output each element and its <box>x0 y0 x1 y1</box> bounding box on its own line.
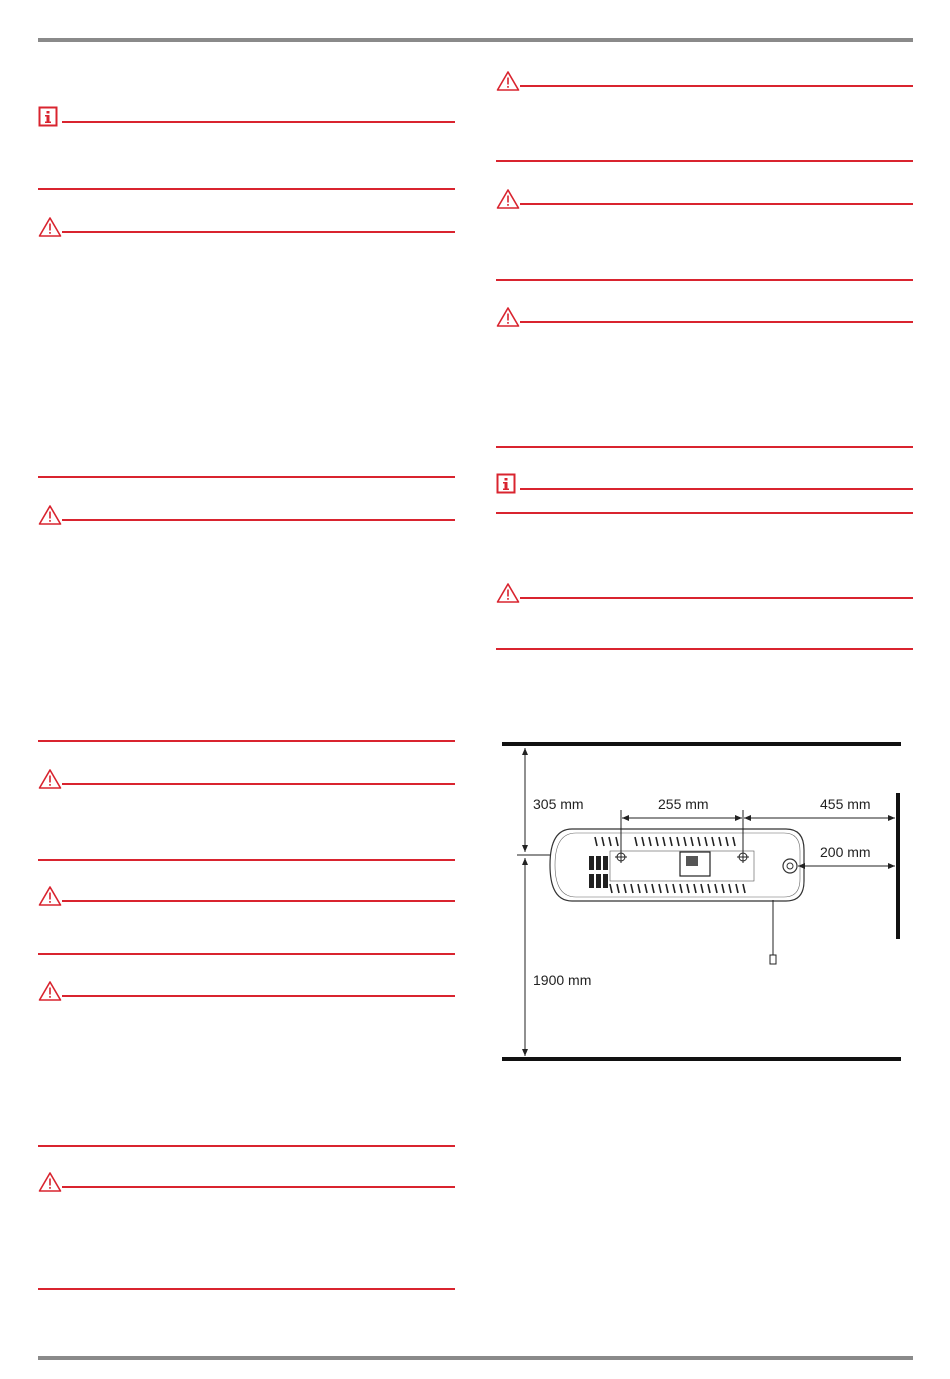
warning-notice <box>38 504 455 744</box>
warning-triangle-icon <box>38 504 62 526</box>
warning-triangle-icon <box>496 306 520 328</box>
warning-triangle-icon <box>38 216 62 238</box>
side-wall <box>896 793 900 939</box>
info-box-icon <box>38 106 62 128</box>
warning-notice <box>38 885 455 957</box>
notice-end-line <box>38 740 455 742</box>
floor-height-label: 1900 mm <box>533 972 592 988</box>
notice-end-line <box>496 648 913 650</box>
notice-header-line <box>520 488 913 490</box>
notice-end-line <box>38 859 455 861</box>
notice-header-line <box>62 995 455 997</box>
pull-cord-handle <box>770 955 776 964</box>
floor-line <box>502 1057 901 1061</box>
warning-notice <box>496 70 913 164</box>
notice-header-line <box>62 1186 455 1188</box>
warning-triangle-icon <box>38 885 62 907</box>
side-wall-clearance-label: 455 mm <box>820 796 871 812</box>
info-notice <box>38 106 455 192</box>
notice-end-line <box>496 512 913 514</box>
warning-notice <box>496 306 913 450</box>
notice-end-line <box>38 953 455 955</box>
warning-triangle-icon <box>496 70 520 92</box>
warning-triangle-icon <box>38 1171 62 1193</box>
warning-triangle-icon <box>496 582 520 604</box>
warning-triangle-icon <box>38 768 62 790</box>
warning-triangle-icon <box>38 980 62 1002</box>
heater-unit <box>550 829 804 901</box>
warning-notice <box>38 1171 455 1293</box>
warning-notice <box>38 768 455 864</box>
notice-header-line <box>520 321 913 323</box>
ceiling-line <box>502 742 901 746</box>
ceiling-clearance-label: 305 mm <box>533 796 584 812</box>
notice-header-line <box>62 783 455 785</box>
notice-header-line <box>520 597 913 599</box>
installation-clearance-diagram <box>500 738 904 1064</box>
notice-end-line <box>38 1288 455 1290</box>
warning-notice <box>38 980 455 1150</box>
notice-end-line <box>38 1145 455 1147</box>
notice-header-line <box>62 519 455 521</box>
page-bottom-rule <box>38 1356 913 1360</box>
page-top-rule <box>38 38 913 42</box>
notice-header-line <box>62 121 455 123</box>
info-notice <box>496 473 913 517</box>
warning-triangle-icon <box>496 188 520 210</box>
warning-notice <box>496 582 913 652</box>
warning-notice <box>38 216 455 481</box>
notice-end-line <box>38 476 455 478</box>
info-box-icon <box>496 473 520 495</box>
warning-notice <box>496 188 913 283</box>
notice-end-line <box>496 279 913 281</box>
notice-end-line <box>38 188 455 190</box>
notice-end-line <box>496 446 913 448</box>
notice-header-line <box>520 85 913 87</box>
notice-end-line <box>496 160 913 162</box>
notice-header-line <box>62 231 455 233</box>
bracket-spacing-label: 255 mm <box>658 796 709 812</box>
side-wall-to-unit-label: 200 mm <box>820 844 871 860</box>
notice-header-line <box>62 900 455 902</box>
notice-header-line <box>520 203 913 205</box>
